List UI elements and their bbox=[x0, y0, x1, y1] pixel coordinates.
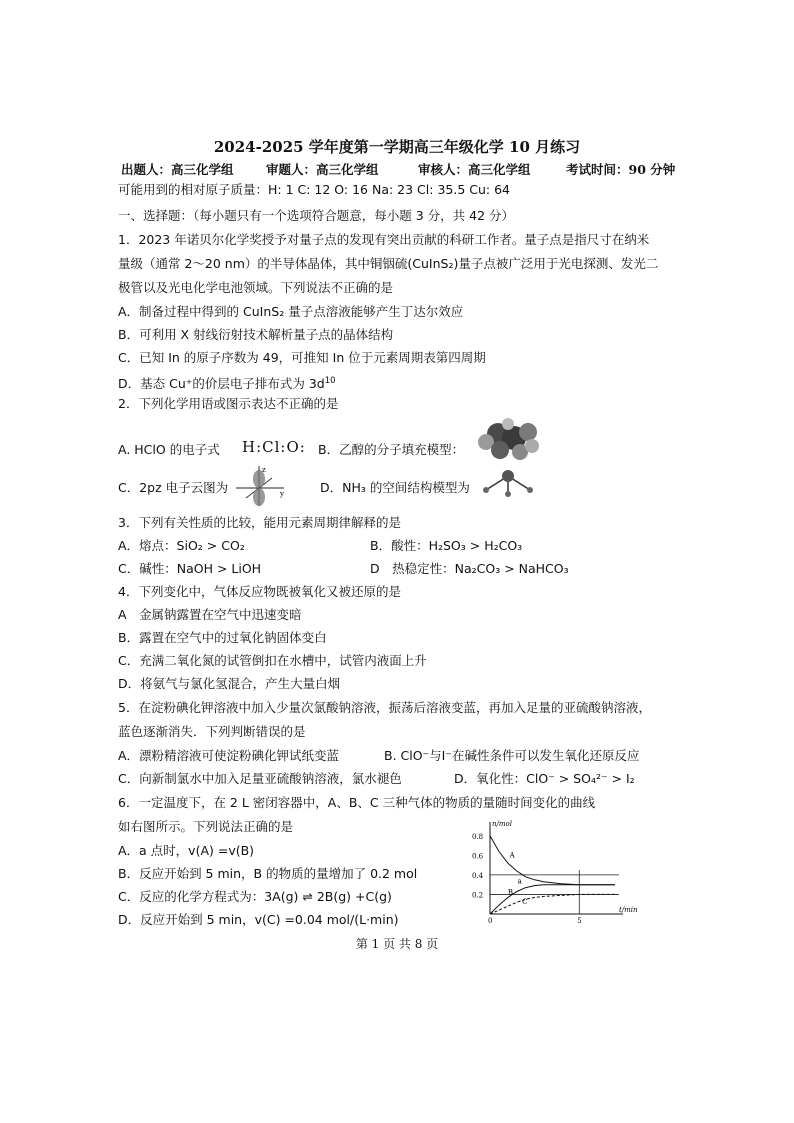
q6-stem-line-2: 如右图所示。下列说法正确的是 bbox=[118, 819, 294, 834]
q6-stem-line-1: 6．一定温度下，在 2 L 密闭容器中，A、B、C 三种气体的物质的量随时间变化的曲线 bbox=[118, 795, 596, 810]
question-approver: 审核人：高三化学组 bbox=[418, 162, 531, 177]
q2-option-d-label: D．NH₃ 的空间结构模型为 bbox=[320, 480, 470, 495]
series-line-A bbox=[490, 836, 615, 885]
q2-option-a-label: A. HClO 的电子式 bbox=[118, 442, 220, 457]
section-heading: 一、选择题：（每小题只有一个选项符合题意，每小题 3 分，共 42 分） bbox=[118, 208, 515, 223]
page-footer: 第 1 页 共 8 页 bbox=[355, 937, 439, 951]
series-label-C: C bbox=[522, 898, 528, 907]
q1-stem-line-2: 量级（通常 2～20 nm）的半导体晶体，其中铜铟硫(CuInS₂)量子点被广泛用于光电探测、发光二 bbox=[118, 256, 659, 271]
y-tick-label: 0.2 bbox=[472, 891, 484, 900]
point-a-label: a bbox=[517, 877, 522, 886]
q1-stem-line-1: 1．2023 年诺贝尔化学奖授予对量子点的发现有突出贡献的科研工作者。量子点是指尺寸在纳米 bbox=[118, 232, 650, 247]
exam-time: 考试时间：90 分钟 bbox=[566, 162, 676, 177]
q6-option-d: D．反应开始到 5 min，v(C) =0.04 mol/(L·min) bbox=[118, 912, 399, 927]
nh3-ball-and-stick-model bbox=[478, 466, 538, 500]
q1-option-d: D．基态 Cu⁺的价层电子排布式为 $3d^{10}$ bbox=[118, 376, 336, 391]
x-tick-label: 0 bbox=[488, 917, 493, 925]
q1-stem-line-3: 极管以及光电化学电池领域。下列说法不正确的是 bbox=[118, 280, 394, 295]
2pz-electron-cloud-diagram bbox=[232, 464, 288, 508]
svg-text:z: z bbox=[262, 466, 266, 474]
q3-stem: 3．下列有关性质的比较，能用元素周期律解释的是 bbox=[118, 515, 401, 530]
amount-time-chart bbox=[470, 818, 638, 926]
q3-option-b: B．酸性：H₂SO₃ > H₂CO₃ bbox=[370, 538, 523, 553]
x-tick-label: 5 bbox=[577, 917, 582, 925]
q6-option-a: A．a 点时，v(A) =v(B) bbox=[118, 843, 255, 858]
q4-stem: 4．下列变化中，气体反应物既被氧化又被还原的是 bbox=[118, 584, 401, 599]
q5-stem-line-2: 蓝色逐渐消失．下列判断错误的是 bbox=[118, 724, 306, 739]
q3-option-d: D 热稳定性：Na₂CO₃ > NaHCO₃ bbox=[370, 561, 569, 576]
q3-option-c: C．碱性：NaOH > LiOH bbox=[118, 561, 262, 576]
q4-option-c: C．充满二氧化氮的试管倒扣在水槽中，试管内液面上升 bbox=[118, 653, 427, 668]
q6-option-b: B．反应开始到 5 min，B 的物质的量增加了 0.2 mol bbox=[118, 866, 418, 881]
q5-option-c: C．向新制氯水中加入足量亚硫酸钠溶液，氯水褪色 bbox=[118, 771, 402, 786]
y-tick-label: 0.8 bbox=[472, 832, 484, 841]
hclo-electron-formula: H:Cl:O: bbox=[242, 438, 306, 456]
series-label-B: B bbox=[507, 888, 514, 897]
q3-option-a: A．熔点：SiO₂ > CO₂ bbox=[118, 538, 245, 553]
atomic-masses: 可能用到的相对原子质量：H: 1 C: 12 O: 16 Na: 23 Cl: 35.5 Cu: 64 bbox=[118, 182, 510, 197]
q5-stem-line-1: 5．在淀粉碘化钾溶液中加入少量次氯酸钠溶液，振荡后溶液变蓝，再加入足量的亚硫酸钠溶液， bbox=[118, 700, 651, 715]
x-axis-label: t/min bbox=[619, 906, 638, 914]
q4-option-b: B．露置在空气中的过氧化钠固体变白 bbox=[118, 630, 327, 645]
q2-option-b-label: B．乙醇的分子填充模型： bbox=[318, 442, 465, 457]
q5-option-d: D．氧化性：ClO⁻ > SO₄²⁻ > I₂ bbox=[454, 771, 635, 786]
ethanol-space-filling-model bbox=[470, 416, 546, 466]
question-reviewer: 审题人：高三化学组 bbox=[266, 162, 379, 177]
q2-option-c-label: C．2pz 电子云图为 bbox=[118, 480, 229, 495]
q4-option-d: D．将氨气与氯化氢混合，产生大量白烟 bbox=[118, 676, 341, 691]
svg-text:y: y bbox=[280, 490, 284, 498]
q6-option-c: C．反应的化学方程式为：3A(g) ⇌ 2B(g) +C(g) bbox=[118, 889, 392, 904]
q2-stem: 2．下列化学用语或图示表达不正确的是 bbox=[118, 396, 339, 411]
series-label-A: A bbox=[509, 851, 515, 860]
q5-option-a: A．漂粉精溶液可使淀粉碘化钾试纸变蓝 bbox=[118, 748, 340, 763]
page-title: 2024-2025 学年度第一学期高三年级化学 10 月练习 bbox=[213, 138, 581, 156]
q1-option-c: C．已知 In 的原子序数为 49，可推知 In 位于元素周期表第四周期 bbox=[118, 350, 486, 365]
question-setter: 出题人：高三化学组 bbox=[121, 162, 234, 177]
y-tick-label: 0.6 bbox=[472, 852, 484, 861]
q5-option-b: B. ClO⁻与I⁻在碱性条件可以发生氧化还原反应 bbox=[384, 748, 640, 763]
q1-option-b: B．可利用 X 射线衍射技术解析量子点的晶体结构 bbox=[118, 327, 394, 342]
q4-option-a: A 金属钠露置在空气中迅速变暗 bbox=[118, 607, 302, 622]
y-tick-label: 0.4 bbox=[472, 871, 484, 880]
q1-option-a: A．制备过程中得到的 CuInS₂ 量子点溶液能够产生丁达尔效应 bbox=[118, 304, 464, 319]
y-axis-label: n/mol bbox=[492, 820, 512, 828]
